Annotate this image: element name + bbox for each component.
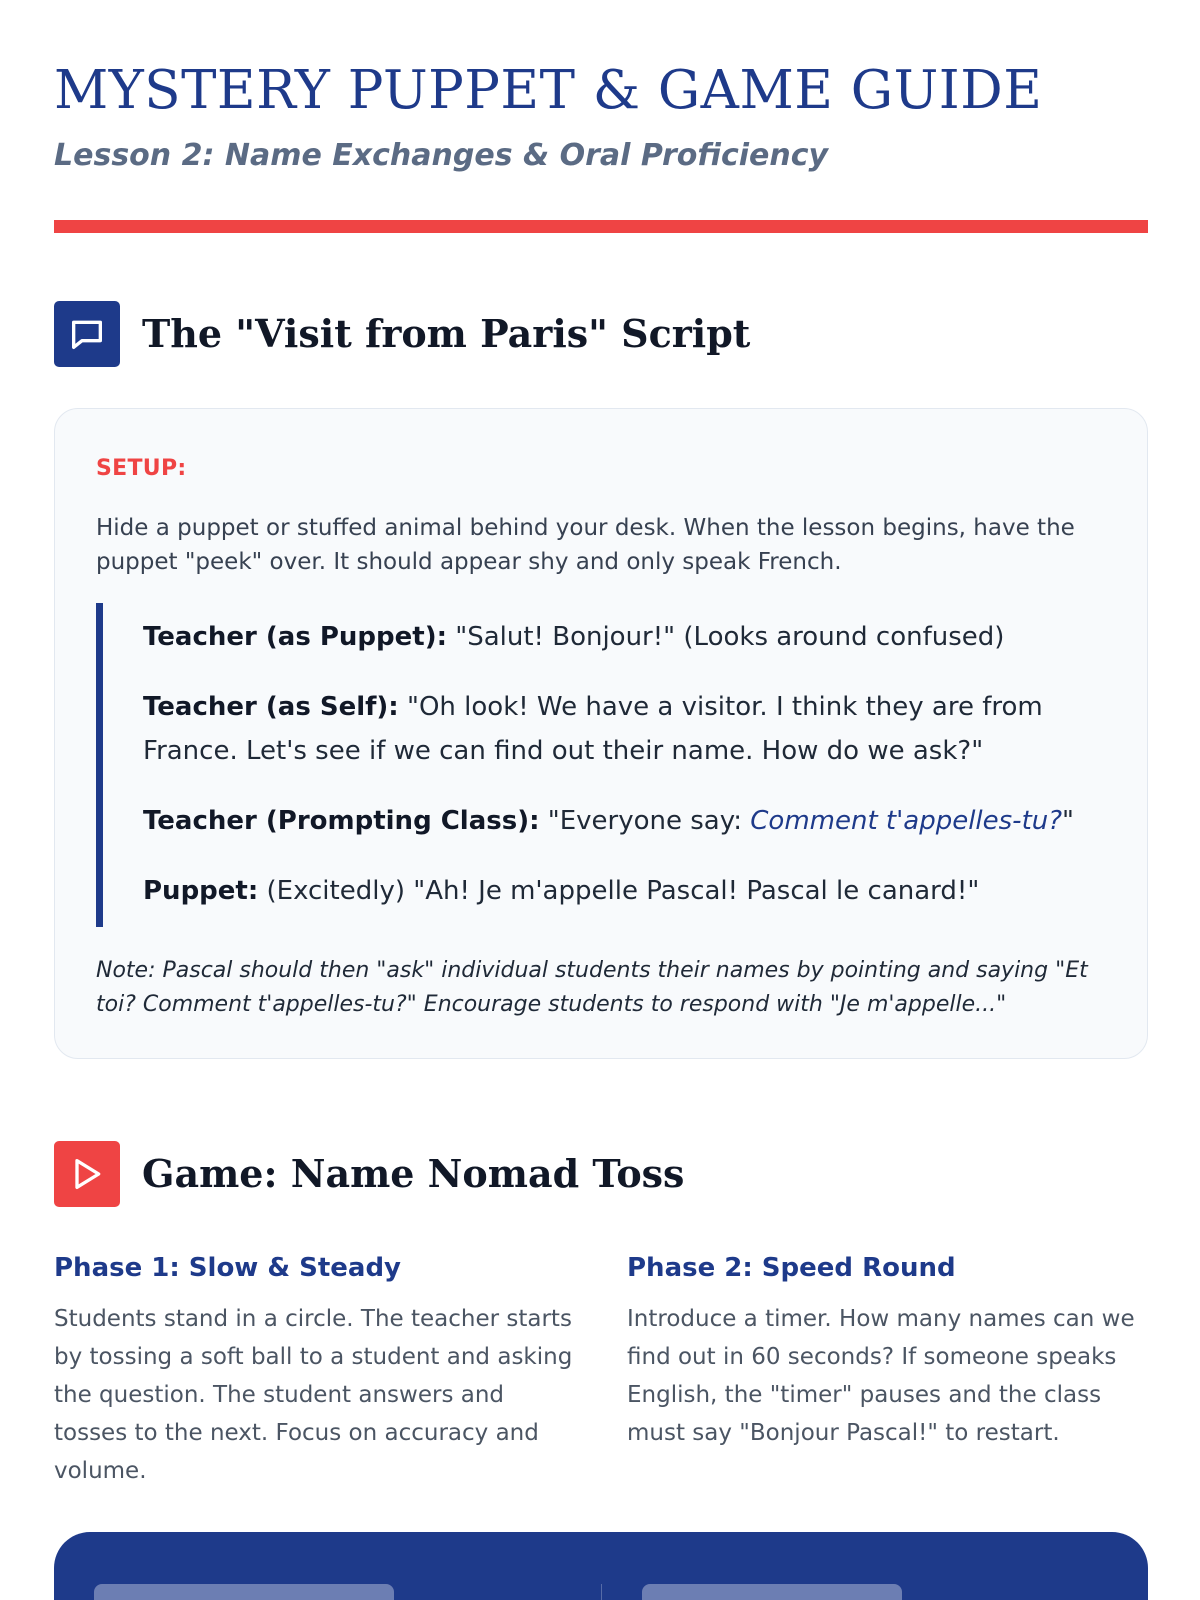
phase-description: Introduce a timer. How many names can we find out in 60 seconds? If someone speaks English, the "timer" pauses and the class must say "Bonjour Pascal!" to restart. [627,1306,1135,1446]
phase-description: Students stand in a circle. The teacher starts by tossing a soft ball to a student and asking the question. The student answers and tosses to the next. Focus on accuracy and volume. [54,1306,573,1484]
dialogue-line [143,799,1108,843]
dialogue-line [143,615,1108,659]
panel-divider [601,1584,602,1600]
phase-2 [627,1248,1147,1452]
script-section-title: The "Visit from Paris" Script [142,311,751,356]
play-icon [54,1141,120,1207]
page-title: MYSTERY PUPPET & GAME GUIDE [54,60,1043,121]
panel-heading-right [642,1584,902,1600]
dialogue-line [143,685,1108,773]
script-section-header [54,301,750,367]
dialogue-text: "Salut! Bonjour!" (Looks around confused) [446,622,1005,652]
script-note: Note: Pascal should then "ask" individual students their names by pointing and saying "Et toi? Comment t'appelles-tu?" Encourage students to respond with "Je m'appelle..." [96,958,1088,1017]
dialogue-text: "Oh look! We have a visitor. I think they are from France. Let's see if we can find out their name. How do we ask?" [143,692,1043,766]
lesson-guide-page [54,0,1148,1600]
phase-title: Phase 2: Speed Round [627,1253,956,1283]
speech-bubble-icon [54,301,120,367]
dialogue-text: "Everyone say: [539,806,751,836]
game-section-title: Game: Name Nomad Toss [142,1151,685,1196]
speaker-label: Teacher (as Puppet): [143,622,447,652]
dialogue-text: (Excitedly) "Ah! Je m'appelle Pascal! Pascal le canard!" [258,876,980,906]
dialogue-line [143,869,1108,913]
panel-heading-left [94,1584,394,1600]
speaker-label: Puppet: [143,876,259,906]
title-divider [54,220,1148,233]
phase-1 [54,1248,574,1490]
bottom-summary-panel [54,1532,1148,1600]
page-subtitle: Lesson 2: Name Exchanges & Oral Proficiency [54,138,829,173]
setup-label: SETUP: [96,456,187,481]
phase-title: Phase 1: Slow & Steady [54,1253,402,1283]
game-section-header [54,1141,684,1207]
dialogue-text: " [1062,806,1075,836]
script-card [54,408,1148,1059]
speaker-label: Teacher (as Self): [143,692,399,722]
dialogue-block [96,603,1108,927]
speaker-label: Teacher (Prompting Class): [143,806,540,836]
french-phrase: Comment t'appelles-tu? [750,806,1063,836]
setup-text: Hide a puppet or stuffed animal behind your desk. When the lesson begins, have the puppet "peek" over. It should appear shy and only speak French. [96,515,1075,575]
